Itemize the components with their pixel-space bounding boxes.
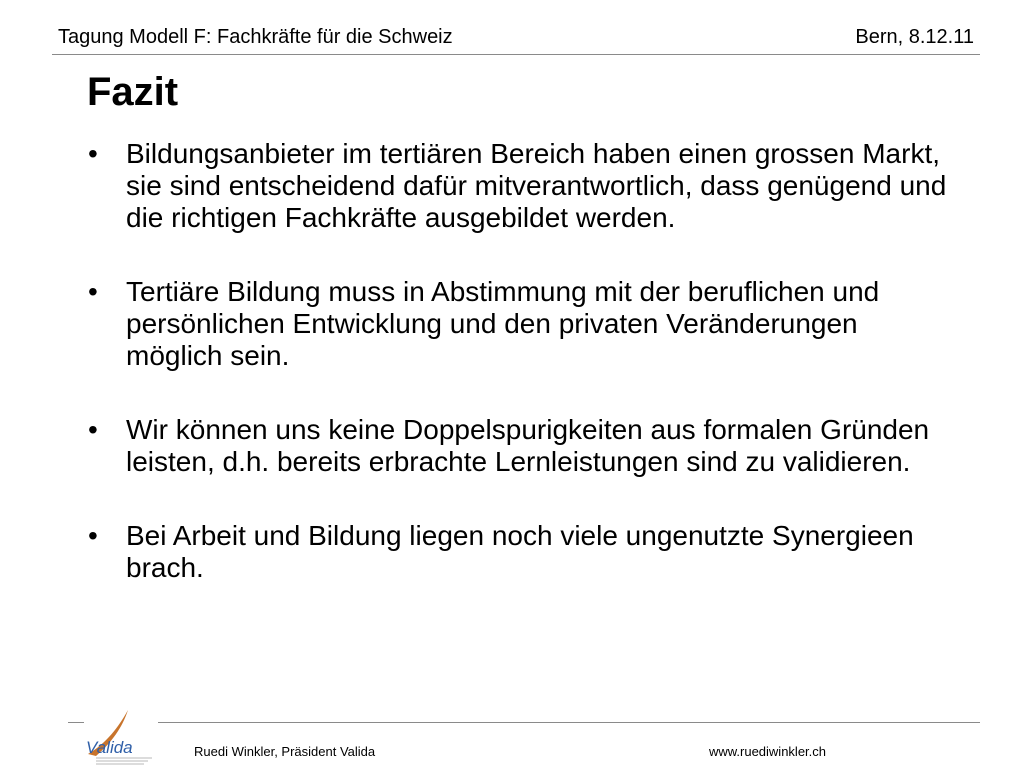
bullet-marker: • [88,138,98,169]
bullet-item [78,138,958,234]
bullet-marker: • [88,520,98,551]
bullet-marker: • [88,276,98,307]
bullet-marker: • [88,414,98,445]
bullet-text: Bei Arbeit und Bildung liegen noch viele ungenutzte Synergieen brach. [126,520,914,583]
header-date: Bern, 8.12.11 [855,26,974,48]
bullet-text: Bildungsanbieter im tertiären Bereich haben einen grossen Markt, sie sind entscheidend dafür mitverantwortlich, dass genügend und die richtigen Fachkräfte ausgebildet werden. [126,138,947,233]
footer-divider [158,722,980,723]
header-divider [52,54,980,55]
footer-author: Ruedi Winkler, Präsident Valida [194,744,376,759]
header-title: Tagung Modell F: Fachkräfte für die Schweiz [58,26,453,48]
bullet-text: Tertiäre Bildung muss in Abstimmung mit der beruflichen und persönlichen Entwicklung und den privaten Veränderungen möglich sein. [126,276,880,371]
logo-text: Valida [86,738,133,757]
bullet-text: Wir können uns keine Doppelspurigkeiten aus formalen Gründen leisten, d.h. bereits erbrachte Lernleistungen sind zu validieren. [126,414,930,477]
bullet-item [78,276,958,372]
valida-logo [82,706,158,768]
bullet-list [78,138,958,584]
footer-website: www.ruediwinkler.ch [708,744,826,759]
bullet-item [78,414,958,478]
bullet-item [78,520,958,584]
slide-title: Fazit [87,70,179,114]
